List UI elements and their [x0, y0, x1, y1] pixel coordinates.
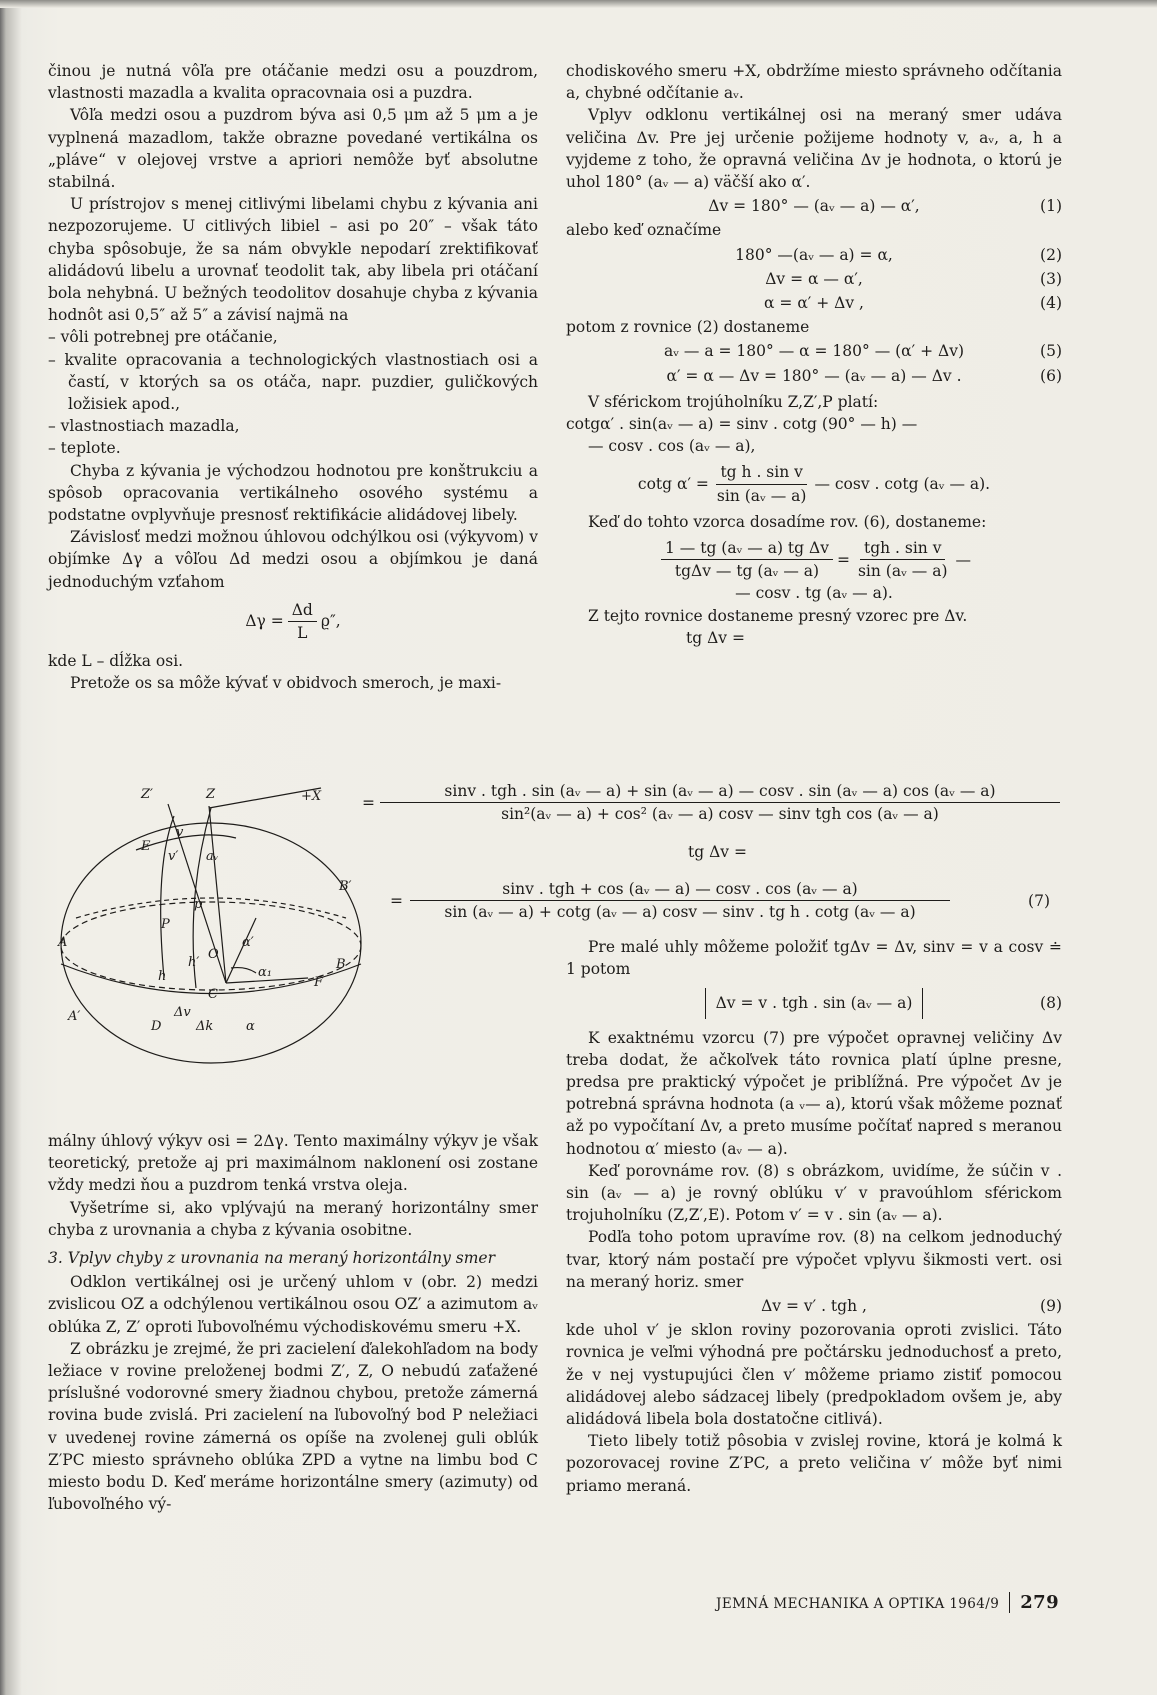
label-c: C	[208, 987, 218, 1002]
label-av: aᵥ	[206, 849, 219, 864]
page-footer	[716, 1592, 1059, 1613]
tg-label-1: tg Δv =	[686, 628, 745, 647]
equation-7b: — cosv . cos (aᵥ — a),	[588, 437, 756, 456]
fraction-denominator: sin (aᵥ — a)	[857, 562, 948, 581]
scan-shadow	[0, 0, 1157, 8]
label-e: E	[141, 839, 151, 854]
boxed-equation: Δv = v . tgh . sin (aᵥ — a)	[705, 988, 924, 1018]
paragraph: V sférickom trojúholníku Z,Z′,P platí:	[588, 392, 879, 411]
label-b: B	[336, 957, 346, 972]
equation-8	[566, 988, 1062, 1018]
label-a: A	[58, 935, 68, 950]
equation-3	[566, 268, 1062, 290]
paragraph: kde L – dĺžka osi.	[48, 652, 184, 671]
label-p-small: p	[194, 897, 203, 912]
eq-sign: =	[362, 794, 375, 812]
paragraph: Vôľa medzi osou a puzdrom býva asi 0,5 μm až 5 μm a je vyplnená mazadlom, takže obrazne povedané vertikálna os „pláve“ v olejovej vrstve a apriori nemôže byť absolutne stabilná.	[48, 106, 538, 192]
eq-text: Δv = v′ . tgh ,	[761, 1297, 867, 1316]
list-item: – kvalite opracovania a technologických vlastnostiach osi a častí, v ktorých sa os otáča, napr. puzdier, guličkových ložisiek apod.,	[48, 350, 538, 414]
radius-alpha	[226, 918, 256, 983]
big-numerator: sinv . tgh + cos (aᵥ — a) — cosv . cos (aᵥ — a)	[410, 878, 950, 901]
paragraph: Chyba z kývania je východzou hodnotou pre konštrukciu a spôsob opracovania vertikálneho osového systému a podstatne ovplyvňuje presnosť rektifikácie alidádovej libely.	[48, 461, 538, 525]
label-z: Z	[206, 787, 216, 802]
paragraph: Závislosť medzi možnou úhlovou odchýlkou osi (výkyvom) v objímke Δγ a vôľou Δd medzi osou a objímkou je daná jednoduchým vzťahom	[48, 528, 538, 591]
fraction-denominator: L	[297, 624, 308, 643]
paragraph: U prístrojov s menej citlivými libelami chybu z kývania ani nezpozorujeme. U citlivých libiel – asi po 20″ – však táto chyba spôsobuje, že sa nám obvykle nepodarí zrektifikovať alidádovú libelu a urovnať teodolit tak, aby libela pri otáčaní bola nehybná. U bežných teodolitov dosahuje chyba z kývania hodnôt asi 0,5″ až 5″ a závisí najmä na	[48, 195, 538, 325]
paragraph: Odklon vertikálnej osi je určený uhlom v (obr. 2) medzi zvislicou OZ a odchýlenou vertikálnou osou OZ′ a azimutom aᵥ oblúka Z, Z′ oproti ľubovoľnému východiskovému smeru +X.	[48, 1273, 538, 1336]
label-ap: A′	[68, 1009, 81, 1024]
eq-number: (3)	[1040, 269, 1062, 288]
spherical-diagram	[46, 768, 376, 1068]
fraction-numerator: 1 — tg (aᵥ — a) tg Δv	[661, 537, 833, 560]
right-column-lower	[566, 936, 1062, 1497]
label-bp: B′	[339, 879, 352, 894]
right-column	[566, 60, 1062, 750]
big-denominator: sin (aᵥ — a) + cotg (aᵥ — a) cosv — sinv . tg h . cotg (aᵥ — a)	[444, 903, 916, 921]
equation-6	[566, 365, 1062, 387]
arc-top	[136, 835, 236, 850]
big-denominator: sin²(aᵥ — a) + cos² (aᵥ — a) cosv — sinv tgh cos (aᵥ — a)	[501, 805, 939, 823]
equation-4	[566, 292, 1062, 314]
fraction	[854, 537, 952, 582]
fraction-numerator: tg h . sin v	[716, 461, 806, 484]
eq-number: (1)	[1040, 197, 1062, 216]
fraction	[288, 599, 317, 644]
eq-lhs: cotg α′ =	[637, 475, 709, 494]
equation-5	[566, 340, 1062, 362]
equation-9	[566, 1295, 1062, 1317]
label-f: F	[314, 975, 324, 990]
list-item: – vlastnostiach mazadla,	[48, 417, 240, 436]
paragraph: Keď porovnáme rov. (8) s obrázkom, uvidíme, že súčin v . sin (aᵥ — a) je rovný oblúku v′ v pravoúhlom sférickom trojuholníku (Z,Z′,E). Potom v′ = v . sin (aᵥ — a).	[566, 1161, 1062, 1225]
paragraph: chodiskového smeru +X, obdržíme miesto správneho odčítania a, chybné odčítanie aᵥ.	[566, 62, 1062, 103]
label-dv: Δv	[174, 1005, 191, 1020]
label-o: O	[208, 947, 219, 962]
label-x: +X	[301, 789, 322, 804]
list-item: – vôli potrebnej pre otáčanie,	[48, 328, 278, 347]
label-alpha: α	[246, 1019, 255, 1034]
paragraph: potom z rovnice (2) dostaneme	[566, 318, 810, 337]
eq-sign: =	[836, 550, 850, 569]
eq-text: Δv = 180° — (aᵥ — a) — α′,	[708, 197, 920, 216]
label-h: h	[158, 969, 167, 984]
eq-text: Δv = α — α′,	[765, 269, 863, 288]
paragraph: Pretože os sa môže kývať v obidvoch smeroch, je maxi-	[70, 674, 502, 693]
eq-number: (8)	[1040, 994, 1062, 1013]
left-column-lower	[48, 1130, 538, 1515]
label-alpha-prime: α′	[242, 935, 254, 950]
paragraph: činou je nutná vôľa pre otáčanie medzi osu a pouzdrom, vlastnosti mazadla a kvalita opracovnaia osi a puzdra.	[48, 62, 538, 103]
big-equation-2	[390, 878, 1050, 923]
eq-text: 180° —(aᵥ — a) = α,	[735, 245, 893, 264]
equation-dgamma	[48, 599, 538, 644]
eq-number: (5)	[1040, 342, 1062, 361]
equation-7a: cotgα′ . sin(aᵥ — a) = sinv . cotg (90° — h) —	[566, 415, 918, 434]
eq-number: (6)	[1040, 366, 1062, 385]
eq-text: α = α′ + Δv ,	[764, 294, 864, 313]
paragraph: málny úhlový výkyv osi = 2Δγ. Tento maximálny výkyv je však teoretický, pretože aj pri maximálnom naklonení osi zostane vždy medzi ňou a puzdrom tenká vrstva oleja.	[48, 1132, 538, 1195]
equation-2	[566, 244, 1062, 266]
paragraph: alebo keď označíme	[566, 221, 722, 240]
paragraph: K exaktnému vzorcu (7) pre výpočet opravnej veličiny Δv treba dodat, že ačkoľvek táto rovnica platí úplne presne, predsa pre praktický výpočet je priblížná. Pre výpočet Δv je potrebná správna hodnota (a ᵥ— a), ktorú však môžeme poznať až po vypočítaní Δv, a preto musíme počítať napred s meranou hodnotou α′ miesto (aᵥ — a).	[566, 1028, 1062, 1158]
eq-sign: =	[390, 892, 403, 910]
eq-number: (7)	[1028, 892, 1050, 910]
eq-tail: —	[955, 550, 971, 569]
equation-substituted-line2: — cosv . tg (aᵥ — a).	[735, 584, 893, 603]
label-hp: h′	[188, 955, 200, 970]
paragraph: Vyšetríme si, ako vplývajú na meraný horizontálny smer chyba z urovnania a chyba z kývania osobitne.	[48, 1198, 538, 1239]
page-number: 279	[1009, 1592, 1059, 1613]
paragraph: Pre malé uhly môžeme položiť tgΔv = Δv, sinv = v a cosv ≐ 1 potom	[566, 938, 1062, 979]
fraction-numerator: tgh . sin v	[860, 537, 946, 560]
eq-number: (9)	[1040, 1297, 1062, 1316]
fraction-denominator: tgΔv — tg (aᵥ — a)	[674, 562, 820, 581]
equation-substituted	[566, 537, 1062, 582]
eq-rhs: ϱ″,	[320, 612, 341, 631]
big-numerator: sinv . tgh . sin (aᵥ — a) + sin (aᵥ — a) — cosv . sin (aᵥ — a) cos (aᵥ — a)	[380, 780, 1060, 803]
tg-label-2: tg Δv =	[688, 843, 747, 861]
paragraph: Z tejto rovnice dostaneme presný vzorec pre Δv.	[588, 606, 968, 625]
eq-number: (4)	[1040, 294, 1062, 313]
equation-cotg	[566, 461, 1062, 506]
label-d: D	[151, 1019, 162, 1034]
label-dk: Δk	[196, 1019, 214, 1034]
label-vp: v′	[168, 849, 179, 864]
eq-number: (2)	[1040, 245, 1062, 264]
fraction-numerator: Δd	[288, 599, 317, 622]
label-alpha1: α₁	[258, 965, 272, 980]
label-v: v	[176, 825, 184, 840]
paragraph: Podľa toho potom upravíme rov. (8) na celkom jednoduchý tvar, ktorý nám postačí pre výpočet vplyvu šikmosti vert. osi na meraný horiz. smer	[566, 1228, 1062, 1291]
eq-rhs: — cosv . cotg (aᵥ — a).	[814, 475, 991, 494]
section-heading: 3. Vplyv chyby z urovnania na meraný horizontálny smer	[48, 1249, 495, 1268]
equation-1	[566, 195, 1062, 217]
fraction-denominator: sin (aᵥ — a)	[716, 486, 807, 505]
paragraph: Keď do tohto vzorca dosadíme rov. (6), dostaneme:	[588, 512, 987, 531]
label-p: P	[161, 917, 170, 932]
paragraph: Tieto libely totiž pôsobia v zvislej rovine, ktorá je kolmá k pozorovacej rovine Z′PC, a preto veličina v′ môže byť nimi priamo meraná.	[566, 1432, 1062, 1495]
left-column	[48, 60, 538, 695]
angle-alpha1	[231, 968, 256, 973]
eq-text: α′ = α — Δv = 180° — (aᵥ — a) — Δv .	[666, 366, 962, 385]
fraction	[713, 461, 811, 506]
big-equation-1	[362, 780, 1060, 825]
fraction	[661, 537, 833, 582]
paragraph: kde uhol v′ je sklon roviny pozorovania oproti zvislici. Táto rovnica je veľmi výhodná pre počtársku jednoduchosť a preto, že v nej vystupujúci člen v′ môžeme priamo zistiť pomocou alidádovej alebo sádzacej libely (predpokladom ovšem je, aby alidádová libela bola dostatočne citlivá).	[566, 1321, 1062, 1429]
list-item: – teplote.	[48, 439, 121, 458]
eq-text: aᵥ — a = 180° — α = 180° — (α′ + Δv)	[663, 342, 964, 361]
paragraph: Vplyv odklonu vertikálnej osi na meraný smer udáva veličina Δv. Pre jej určenie požijeme hodnoty v, aᵥ, a, h a vyjdeme z toho, že opravná veličina Δv je hodnota, o ktorú je uhol 180° (aᵥ — a) väčší ako α′.	[566, 106, 1062, 192]
journal-name: JEMNÁ MECHANIKA A OPTIKA 1964/9	[716, 1596, 1000, 1612]
eq-lhs: Δγ =	[245, 612, 284, 631]
label-zp: Z′	[141, 787, 153, 802]
great-circle	[76, 898, 346, 918]
paragraph: Z obrázku je zrejmé, že pri zacielení ďalekohľadom na body ležiace v rovine preloženej bodmi Z′, Z, O nebudú zaťažené príslušné vodorovné smery žiadnou chybou, pretože zámerná rovina bude zvislá. Pri zacielení na ľubovoľný bod P neležiaci v uvedenej rovine zámerná os opíše na zvolenej guli oblúk Z′PC miesto správneho oblúka ZPD a vytne na limbu bod C miesto bodu D. Keď meráme horizontálne smery (azimuty) od ľubovoľného vý-	[48, 1339, 538, 1514]
